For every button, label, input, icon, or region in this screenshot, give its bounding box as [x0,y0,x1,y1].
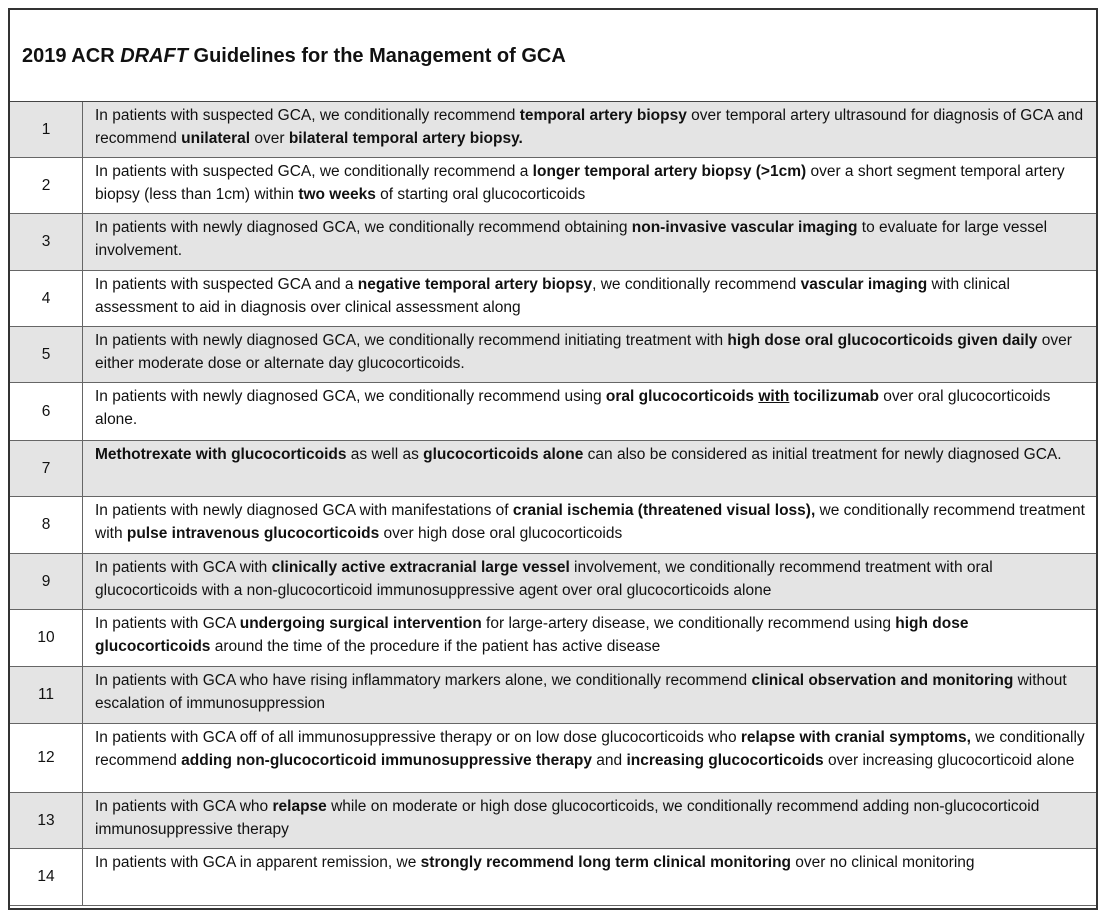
text-segment: In patients with newly diagnosed GCA, we conditionally recommend obtaining [95,219,632,236]
text-segment: over a short segment temporal artery biopsy (less than 1cm) within [95,163,1065,203]
row-number: 4 [10,271,83,326]
bold-phrase: clinically active extracranial large vessel [271,559,570,576]
text-segment: we conditionally recommend treatment with [95,502,1085,542]
text-segment: over oral glucocorticoids alone. [95,388,1051,428]
bold-phrase: oral glucocorticoids [605,388,759,405]
text-segment: over high dose oral glucocorticoids [379,525,623,542]
row-number: 6 [10,383,83,440]
text-segment: In patients with GCA who [95,798,273,815]
bold-phrase: undergoing surgical intervention [239,615,482,632]
text-segment: without escalation of immunosuppression [95,672,1067,712]
table-row [10,849,1096,906]
bold-phrase: vascular imaging [800,276,928,293]
bold-phrase: bilateral temporal artery biopsy. [288,130,523,147]
table-row [10,724,1096,793]
text-segment: In patients with GCA off of all immunosuppressive therapy or on low dose glucocorticoids who [95,729,741,746]
title-emphasis: DRAFT [120,45,188,67]
row-number: 14 [10,849,83,905]
text-segment: with clinical assessment to aid in diagnosis over clinical assessment along [95,276,1010,316]
bold-phrase: relapse with cranial symptoms, [740,729,971,746]
text-segment: over increasing glucocorticoid alone [823,752,1075,769]
text-segment: for large-artery disease, we conditionally recommend using [481,615,896,632]
bold-phrase: cranial ischemia (threatened visual loss), [512,502,816,519]
bold-phrase: increasing glucocorticoids [626,752,824,769]
text-segment: involvement, we conditionally recommend treatment with oral glucocorticoids with a non-glucocorticoid immunosuppressive agent over oral glucocorticoids alone [95,559,993,599]
row-number: 9 [10,554,83,609]
text-segment: In patients with newly diagnosed GCA, we conditionally recommend initiating treatment with [95,332,728,349]
text-segment: of starting oral glucocorticoids [375,186,586,203]
table-row [10,214,1096,271]
bold-phrase: high dose oral glucocorticoids given daily [727,332,1038,349]
recommendation-text [83,271,1096,326]
table-row [10,158,1096,214]
bold-phrase: tocilizumab [789,388,879,405]
text-segment: , we conditionally recommend [592,276,801,293]
text-segment: and [591,752,627,769]
recommendation-text [83,327,1096,382]
recommendation-text [83,497,1096,553]
bold-phrase: relapse [272,798,327,815]
text-segment: In patients with suspected GCA and a [95,276,358,293]
recommendation-text [83,724,1096,792]
bold-phrase: Methotrexate with glucocorticoids [95,446,347,463]
bold-phrase [758,388,789,405]
recommendation-text [83,102,1096,157]
recommendation-text [83,441,1096,496]
row-number: 7 [10,441,83,496]
text-segment: as well as [346,446,424,463]
text-segment: In patients with newly diagnosed GCA, we conditionally recommend using [95,388,606,405]
row-number: 2 [10,158,83,213]
bold-phrase: non-invasive vascular imaging [631,219,858,236]
bold-phrase: pulse intravenous glucocorticoids [126,525,380,542]
table-row [10,441,1096,497]
bold-phrase: high dose glucocorticoids [95,615,969,655]
text-segment: over no clinical monitoring [791,854,975,871]
row-number: 12 [10,724,83,792]
table-row [10,554,1096,610]
row-number: 8 [10,497,83,553]
table-row [10,667,1096,724]
text-segment: around the time of the procedure if the patient has active disease [210,638,661,655]
bold-phrase: clinical observation and monitoring [751,672,1014,689]
row-number: 5 [10,327,83,382]
table-row [10,102,1096,158]
bold-phrase: temporal artery biopsy [519,107,687,124]
row-number: 10 [10,610,83,666]
bold-phrase: glucocorticoids alone [423,446,584,463]
table-row [10,383,1096,441]
table-row [10,497,1096,554]
row-number: 1 [10,102,83,157]
table-row [10,610,1096,667]
text-segment: In patients with suspected GCA, we conditionally recommend [95,107,520,124]
bold-phrase: longer temporal artery biopsy (>1cm) [532,163,807,180]
row-number: 3 [10,214,83,270]
underlined-phrase: with [758,388,790,405]
recommendation-text [83,383,1096,440]
text-segment: In patients with GCA who have rising inflammatory markers alone, we conditionally recommend [95,672,752,689]
table-row [10,793,1096,849]
recommendation-text [83,793,1096,848]
recommendation-text [83,849,1096,905]
text-segment: In patients with suspected GCA, we conditionally recommend a [95,163,533,180]
text-segment: In patients with GCA [95,615,240,632]
text-segment: In patients with GCA in apparent remission, we [95,854,421,871]
guideline-rows [10,102,1096,906]
title-suffix: Guidelines for the Management of GCA [187,45,566,67]
bold-phrase: negative temporal artery biopsy [357,276,593,293]
text-segment: we conditionally recommend [95,729,1085,769]
title-prefix: 2019 ACR [22,45,121,67]
recommendation-text [83,158,1096,213]
text-segment: In patients with GCA with [95,559,272,576]
table-row [10,327,1096,383]
recommendation-text [83,667,1096,723]
guidelines-table [8,8,1098,910]
bold-phrase: two weeks [298,186,376,203]
text-segment: over either moderate dose or alternate day glucocorticoids. [95,332,1072,372]
recommendation-text [83,610,1096,666]
bold-phrase: unilateral [181,130,251,147]
text-segment: while on moderate or high dose glucocorticoids, we conditionally recommend adding non-glucocorticoid immunosuppressive therapy [95,798,1040,838]
text-segment: In patients with newly diagnosed GCA with manifestations of [95,502,513,519]
table-title-cell [10,10,1096,102]
table-title [22,44,566,68]
row-number: 13 [10,793,83,848]
row-number: 11 [10,667,83,723]
text-segment: over [250,130,289,147]
table-row [10,271,1096,327]
bold-phrase: strongly recommend long term clinical monitoring [420,854,791,871]
recommendation-text [83,554,1096,609]
text-segment: to evaluate for large vessel involvement. [95,219,1048,259]
recommendation-text [83,214,1096,270]
bold-phrase: adding non-glucocorticoid immunosuppressive therapy [181,752,592,769]
text-segment: over temporal artery ultrasound for diagnosis of GCA and recommend [95,107,1084,147]
text-segment: can also be considered as initial treatment for newly diagnosed GCA. [583,446,1062,463]
